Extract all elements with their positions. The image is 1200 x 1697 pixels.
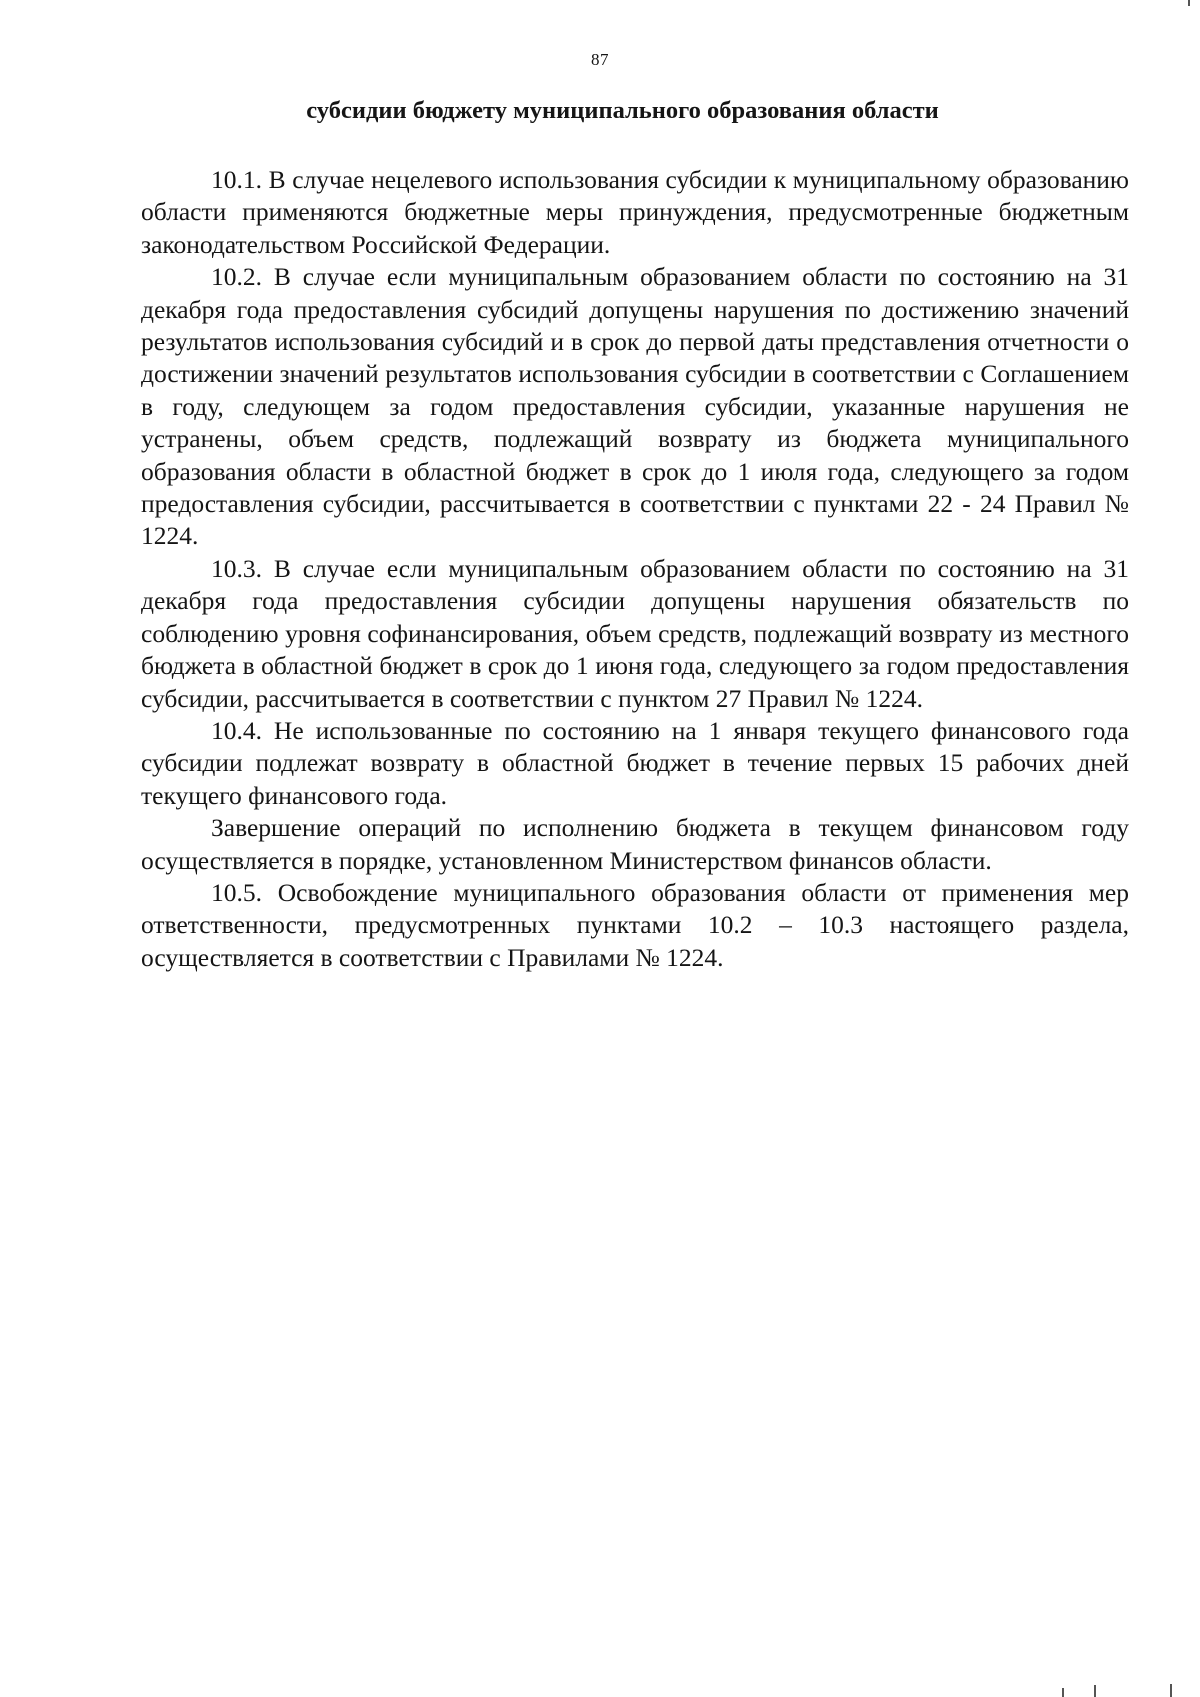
paragraph-10-4: 10.4. Не использованные по состоянию на 1 января текущего финансового года субсидии подлежат возврату в областной бюджет в течение первых 15 рабочих дней текущего финансового года.	[141, 715, 1129, 810]
paragraph-10-5: 10.5. Освобождение муниципального образования области от применения мер ответственности, предусмотренных пунктами 10.2 – 10.3 настоящего раздела, осуществляется в соответствии с Правилами № 1224.	[141, 877, 1129, 972]
paragraph-10-3: 10.3. В случае если муниципальным образованием области по состоянию на 31 декабря года предоставления субсидии допущены нарушения обязательств по соблюдению уровня софинансирования, объем средств, подлежащий возврату из местного бюджета в областной бюджет в срок до 1 июня года, следующего за годом предоставления субсидии, рассчитывается в соответствии с пунктом 27 Правил № 1224.	[141, 553, 1129, 713]
paragraph-10-2: 10.2. В случае если муниципальным образованием области по состоянию на 31 декабря года предоставления субсидий допущены нарушения по достижению значений результатов использования субсидий и в срок до первой даты представления отчетности о достижении значений результатов использования субсидии в соответствии с Соглашением в году, следующем за годом предоставления субсидии, указанные нарушения не устранены, объем средств, подлежащий возврату из бюджета муниципального образования области в областной бюджет в срок до 1 июля года, следующего за годом предоставления субсидии, рассчитывается в соответствии с пунктами 22 - 24 Правил № 1224.	[141, 262, 1129, 551]
scan-artifact-bottom-mid	[1094, 1685, 1096, 1697]
page-number: 87	[591, 50, 609, 69]
paragraph-10-1: 10.1. В случае нецелевого использования субсидии к муниципальному образованию области применяются бюджетные меры принуждения, предусмотренные бюджетным законодательством Российской Федерации.	[141, 165, 1129, 259]
section-heading: субсидии бюджету муниципального образования области	[306, 97, 939, 124]
paragraph-10-4-continued: Завершение операций по исполнению бюджета в текущем финансовом году осуществляется в порядке, установленном Министерством финансов области.	[141, 813, 1129, 875]
scan-artifact-bottom-right	[1170, 1684, 1172, 1697]
scan-artifact-top-right	[1188, 0, 1190, 6]
document-body	[141, 164, 1129, 974]
scan-artifact-bottom-left	[1062, 1688, 1064, 1697]
